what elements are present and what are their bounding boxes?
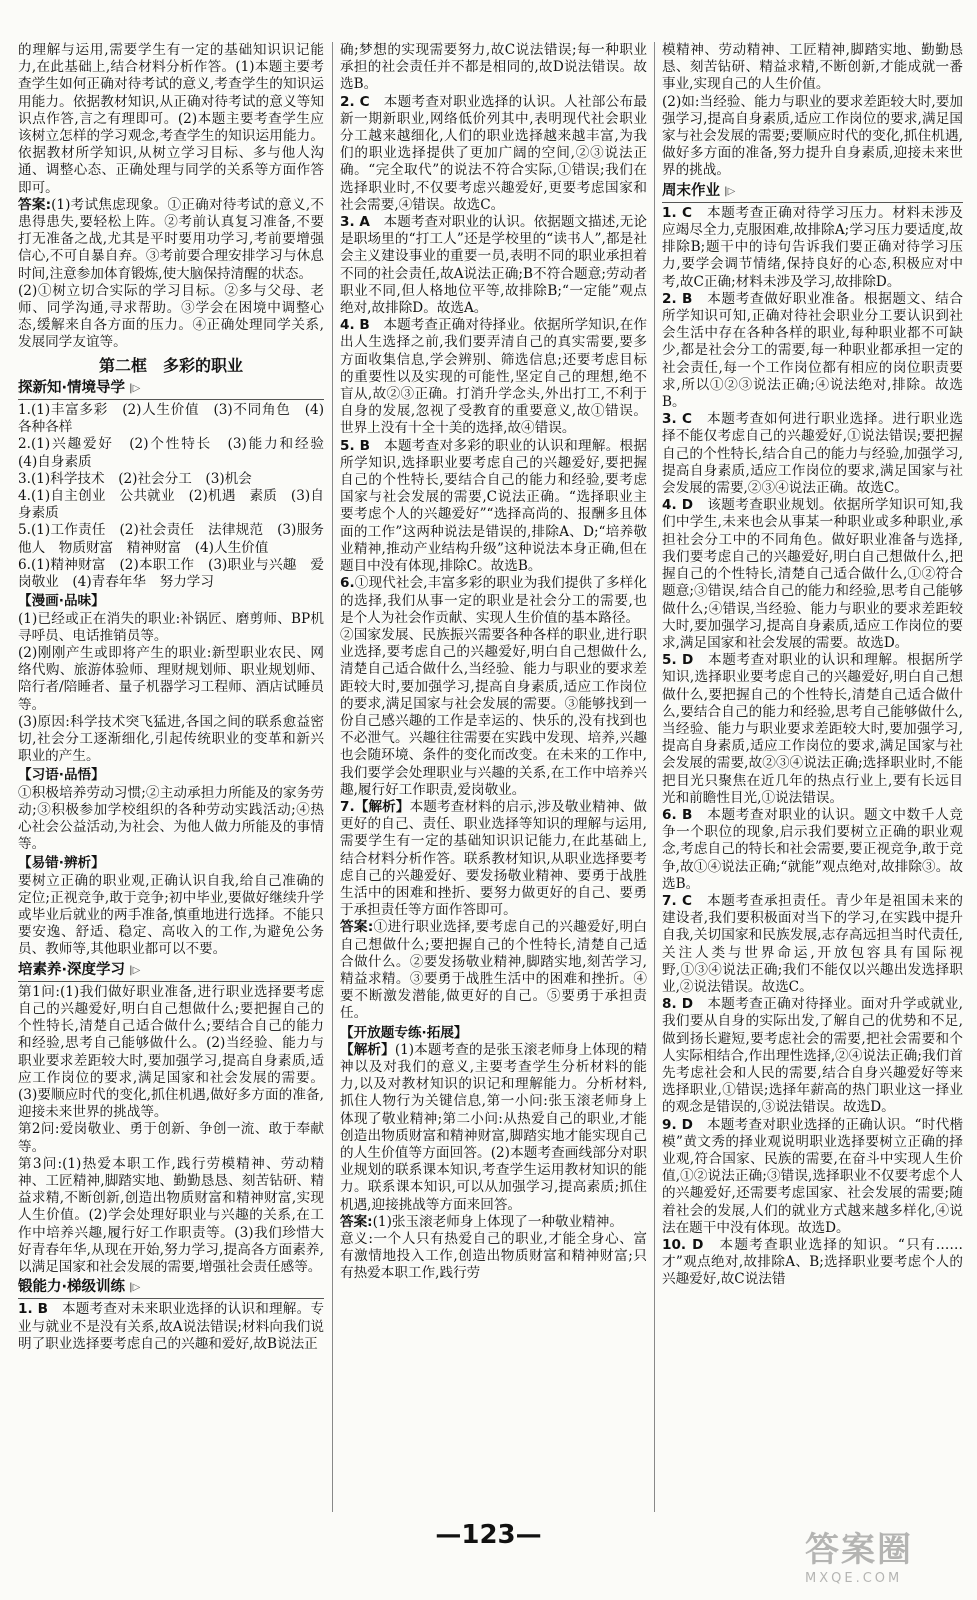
section-header [18, 962, 324, 982]
section-arrow-icon: |▷ [724, 185, 736, 197]
answer-paragraph [662, 807, 963, 893]
column-left [18, 42, 338, 1512]
question-number: 3. A [340, 214, 370, 231]
question-number: 8. D [662, 996, 694, 1013]
answer-paragraph [18, 283, 324, 352]
paragraph-text: 本题考查职业选择的知识。“只有……才”观点绝对,故排除A、B;选择职业要考虑个人的兴趣爱好,故C说法错 [662, 1237, 963, 1288]
answer-paragraph [662, 1117, 963, 1237]
section-header-text: 培素养·深度学习 [18, 961, 126, 978]
watermark-text: 答案圈 [805, 1530, 913, 1570]
answer-paragraph [662, 411, 963, 497]
column-right [662, 42, 963, 1512]
paragraph-text: (1)已经或正在消失的职业:补锅匠、磨剪师、BP机寻呼员、电话推销员等。 [18, 610, 324, 644]
paragraph-text: 本题考查做好职业准备。根据题文、结合所学知识可知,正确对待社会职业分工要认识到社会生活中存在各种各样的职业,每种职业都不可缺少,都是社会分工的需要,每一种职业都承担一定的社会责任,每一个工作岗位都有相应的岗位职责要求,所以①②③说法正确;④说法绝对,排除。故选B。 [662, 290, 964, 411]
column-divider [654, 42, 655, 1512]
section-arrow-icon: |▷ [129, 382, 141, 394]
paragraph-text: (1)张玉滚老师身上体现了一种敬业精神。 [372, 1213, 623, 1230]
answer-paragraph [340, 42, 647, 94]
answer-paragraph [662, 652, 963, 807]
question-number: 4. B [340, 317, 370, 334]
paragraph-text: 本题考查对职业选择的正确认识。“时代楷模”黄文秀的择业观说明职业选择要树立正确的择业观,符合国家、民族的需要,在奋斗中实现人生价值,①②说法正确;③错误,选择职业不仅要考虑个人的兴趣爱好,还需要考虑国家、社会发展的需要;随着社会的发展,人们的就业方式越来越多样化,④说法在题干中没有体现。故选D。 [662, 1116, 964, 1236]
section-arrow-icon: |▷ [129, 1282, 141, 1294]
section-header [18, 380, 324, 400]
paragraph-text: ①进行职业选择,要考虑自己的兴趣爱好,明白自己想做什么;要把握自己的个性特长,清楚自己适合做什么。②要发扬敬业精神,脚踏实地,刻苦学习,精益求精。③要勇于战胜生活中的困难和挫折。④要不断激发潜能,做更好的自己。⑤要勇于承担责任。 [340, 919, 647, 1022]
answer-paragraph [18, 522, 324, 556]
answer-paragraph [662, 291, 963, 411]
paragraph-text: 本题考查对职业的认识。题文中数千人竞争一个职位的现象,启示我们要树立正确的职业观念,考虑自己的特长和社会需要,要正视竞争,敢于竞争,故①④说法正确;“就能”观点绝对,故排除③。故选B。 [662, 806, 964, 892]
answer-label: 答案: [340, 919, 374, 936]
answer-paragraph [18, 557, 324, 591]
paragraph-text: 本题考查承担责任。青少年是祖国未来的建设者,我们要积极面对当下的学习,在实践中提升自我,关切国家和民族发展,志存高远担当时代责任,关注人类与世界命运,开放包容具有国际视野,①③④说法正确;我们不能仅以兴趣出发选择职业,②说法错误。故选C。 [662, 892, 964, 995]
section-header-text: 探新知·情境导学 [18, 379, 126, 396]
question-number: 2. C [340, 93, 370, 110]
question-number: 1. B [18, 1301, 48, 1318]
paragraph-text: 3.(1)科学技术 (2)社会分工 (3)机会 [18, 470, 252, 487]
paragraph-text: (1)本题考查的是张玉滚老师身上体现的精神以及对我们的意义,主要考查学生分析材料的能力,以及对教材知识的识记和理解能力。分析材料,抓住人物行为关键信息,第一小问:张玉滚老师身上体现了敬业精神;第二小问:从热爱自己的职业,才能创造出物质财富和精神财富,脚踏实地才能实现自己的人生价值等方面回答。(2)本题考查画线部分对职业规划的联系课本知识,考查学生运用教材知识的能力。联系课本知识,可以从加强学习,提高素质;抓住机遇,迎接挑战等方面来回答。 [340, 1041, 647, 1213]
paragraph-text: ②国家发展、民族振兴需要各种各样的职业,进行职业选择,要考虑自己的兴趣爱好,明白自己想做什么,清楚自己适合做什么,当经验、能力与职业的要求差距较大时,要加强学习,提高自身素质,适应工作岗位的要求,满足国家与社会发展的需要。③能够找到一份自己感兴趣的工作是幸运的、快乐的,没有找到也不必泄气。兴趣往往需要在实践中发现、培养,兴趣也会随环境、条件的变化而改变。在未来的工作中,我们要学会处理职业与兴趣的关系,在工作中培养兴趣,履行好工作职责,爱岗敬业。 [340, 626, 647, 798]
answer-paragraph [340, 627, 647, 799]
question-number: 2. B [662, 290, 693, 307]
answer-paragraph [662, 893, 963, 996]
paragraph-text: 意义:一个人只有热爱自己的职业,才能全身心、富有激情地投入工作,创造出物质财富和精神财富;只有热爱本职工作,践行劳 [340, 1231, 647, 1282]
paragraph-text: 本题考查对未来职业选择的认识和理解。专业与就业不是没有关系,故A说法错误;材料向我们说明了职业选择要考虑自己的兴趣和爱好,故B说法正 [18, 1301, 325, 1352]
question-number: 7. [340, 798, 355, 815]
section-title [18, 357, 324, 374]
subsection-label: 【开放题专练·拓展】 [340, 1024, 468, 1041]
answer-paragraph [18, 1301, 324, 1353]
paragraph-text: 要树立正确的职业观,正确认识自我,给自己准确的定位;正视竞争,敢于竞争;初中毕业,要做好继续升学或毕业后就业的两手准备,慎重地进行选择。不能只要安逸、舒适、稳定、高收入的工作,为避免公务员、教师等,其他职业都可以不要。 [18, 872, 324, 958]
paragraph-text: 模精神、劳动精神、工匠精神,脚踏实地、勤勤恳恳、刻苦钻研、精益求精,不断创新,才能成就一番事业,实现自己的人生价值。 [662, 42, 963, 93]
answer-paragraph [18, 436, 338, 470]
answer-label: 【解析】 [354, 798, 410, 815]
answer-paragraph [662, 996, 963, 1116]
answer-paragraph [18, 1156, 324, 1276]
answer-paragraph [18, 471, 324, 488]
answer-label: 【解析】 [340, 1041, 395, 1058]
paragraph-text: 2.(1)兴趣爱好 (2)个性特长 (3)能力和经验 (4)自身素质 [18, 436, 338, 470]
answer-paragraph [18, 984, 324, 1122]
paragraph-text: 5.(1)工作责任 (2)社会责任 法律规范 (3)服务他人 物质财富 精神财富 (4)人生价值 [18, 522, 324, 556]
paragraph-text: 4.(1)自主创业 公共就业 (2)机遇 素质 (3)自身素质 [18, 488, 324, 522]
answer-paragraph [662, 1237, 963, 1289]
paragraph-text: ①现代社会,丰富多彩的职业为我们提供了多样化的选择,我们从事一定的职业是社会分工的需要,也是个人为社会作贡献、实现人生价值的基本路径。 [340, 575, 647, 626]
answer-paragraph [662, 205, 963, 291]
question-number: 5. D [662, 652, 694, 669]
answer-page [18, 42, 963, 1512]
answer-paragraph [340, 1214, 647, 1231]
question-number: 7. C [662, 892, 693, 909]
paragraph-text: (2)刚刚产生或即将产生的职业:新型职业农民、网络代购、旅游体验师、理财规划师、职业规划师、陪行者/陪睡者、量子机器学习工程师、酒店试睡员等。 [18, 644, 324, 713]
question-number: 5. B [340, 437, 370, 454]
answer-paragraph [18, 1121, 324, 1155]
question-number: 6. [340, 575, 355, 592]
paragraph-text: (3)原因:科学技术突飞猛进,各国之间的联系愈益密切,社会分工逐渐细化,引起传统职业的变革和新兴职业的产生。 [18, 713, 324, 765]
paragraph-text: 6.(1)精神财富 (2)本职工作 (3)职业与兴趣 爱岗敬业 (4)青春年华 努力学习 [18, 556, 324, 591]
section-header [18, 1279, 324, 1299]
paragraph-text: 本题考查正确对待择业。面对升学或就业,我们要从自身的实际出发,了解自己的优势和不足,做到扬长避短,要考虑社会的需要,把社会需要和个人实际相结合,作出理性选择,②④说法正确;我们首先考虑社会和人民的需要,结合自身兴趣爱好等来选择职业,①错误;选择年薪高的热门职业这一择业的观念是错误的,③说法错误。故选D。 [662, 996, 963, 1116]
watermark-url: MXQE.COM [805, 1571, 903, 1586]
paragraph-text: (1)考试焦虑现象。①正确对待考试的意义,不患得患失,要轻松上阵。②考前认真复习准备,不要打无准备之战,尤其是平时要用功学习,考前要增强信心,不可自暴自弃。③考前要合理安排学习与休息时间,注意参加体育锻炼,使大脑保持清醒的状态。 [18, 196, 325, 282]
answer-label: 答案: [18, 196, 52, 213]
answer-paragraph [340, 438, 647, 576]
answer-paragraph [340, 1231, 647, 1283]
section-header-text: 周末作业 [662, 182, 720, 199]
answer-paragraph [18, 42, 324, 197]
paragraph-text: ①积极培养劳动习惯;②主动承担力所能及的家务劳动;③积极参加学校组织的各种劳动实践活动;④热心社会公益活动,为社会、为他人做力所能及的事情等。 [18, 784, 324, 853]
answer-paragraph [18, 488, 324, 522]
paragraph-text: 确;梦想的实现需要努力,故C说法错误;每一种职业承担的社会责任并不都是相同的,故D说法错误。故选B。 [340, 42, 647, 93]
question-number: 4. D [662, 497, 694, 514]
paragraph-text: 本题考查对职业的认识和理解。根据所学知识,选择职业要考虑自己的兴趣爱好,明白自己想做什么,要把握自己的个性特长,清楚自己适合做什么,要结合自己的能力和经验,思考自己能够做什么,当经验、能力与职业要求差距较大时,要加强学习,提高自身素质,适应工作岗位的要求,满足国家与社会发展的需要,故②③④说法正确;选择职业时,不能把目光只聚焦在近几年的热点行业上,要有长远目光和前瞻性目光,①说法错误。 [662, 652, 964, 806]
paragraph-text: 第2问:爱岗敬业、勇于创新、争创一流、敢于奉献等。 [18, 1121, 324, 1155]
answer-paragraph [662, 497, 963, 652]
paragraph-text: 本题考查如何进行职业选择。进行职业选择不能仅考虑自己的兴趣爱好,①说法错误;要把握自己的个性特长,结合自己的能力与经验,加强学习,提高自身素质,适应工作岗位的要求,满足国家与社会发展的需要,②③④说法正确。故选C。 [662, 411, 964, 497]
answer-paragraph [340, 214, 647, 317]
answer-paragraph [340, 919, 647, 1022]
answer-paragraph [18, 785, 324, 854]
question-number: 1. C [662, 204, 693, 221]
paragraph-text: 第3问:(1)热爱本职工作,践行劳模精神、劳动精神、工匠精神,脚踏实地、勤勤恳恳、刻苦钻研、精益求精,不断创新,创造出物质财富和精神财富,实现人生价值。(2)学会处理好职业与兴趣的关系,在工作中培养兴趣,履行好工作职责等。(3)我们珍惜大好青春年华,从现在开始,努力学习,提高各方面素养,以满足国家和社会发展的需要,增强社会责任感等。 [18, 1155, 324, 1276]
section-header [662, 183, 963, 203]
paragraph-text: 本题考查对职业选择的认识。人社部公布最新一期新职业,网络低价列其中,表明现代社会职业分工越来越细化,人们的职业选择越来越丰富,为我们的职业选择提供了更加广阔的空间,②③说法正确。“完全取代”的说法不符合实际,①错误;我们在选择职业时,不仅要考虑兴趣爱好,更要考虑国家和社会需要,④错误。故选C。 [340, 93, 647, 213]
paragraph-text: 该题考查职业规划。依据所学知识可知,我们中学生,未来也会从事某一种职业或多种职业,承担社会分工中的不同角色。做好职业准备与选择,我们要考虑自己的兴趣爱好,明白自己想做什么,把握自己的个性特长,清楚自己适合做什么,①②符合题意;③错误,结合自己的能力和经验,思考自己能够做什么;④错误,当经验、能力与职业的要求差距较大时,要加强学习,提高自身素质,适应工作岗位的要求,满足国家和社会发展的需要。故选D。 [662, 497, 963, 651]
question-number: 6. B [662, 806, 693, 823]
paragraph-text: (2)①树立切合实际的学习目标。②多与父母、老师、同学沟通,寻求帮助。③学会在困境中调整心态,缓解来自各方面的压力。④正确处理同学关系,发展同学友谊等。 [18, 282, 324, 351]
section-header-text: 锻能力·梯级训练 [18, 1279, 126, 1296]
answer-paragraph [662, 42, 963, 94]
paragraph-text: 第1问:(1)我们做好职业准备,进行职业选择要考虑自己的兴趣爱好,明白自己想做什么;要把握自己的个性特长,清楚自己适合做什么;要结合自己的能力和经验,思考自己能够做什么。(2)当经验、能力与职业要求差距较大时,要加强学习,提高自身素质,适应工作岗位的要求,满足国家和社会发展的需要。(3)要顺应时代的变化,抓住机遇,做好多方面的准备,迎接未来世界的挑战等。 [18, 983, 324, 1121]
paragraph-text: (2)如:当经验、能力与职业的要求差距较大时,要加强学习,提高自身素质,适应工作岗位的要求,满足国家与社会发展的需要;要顺应时代的变化,抓住机遇,做好多方面的准备,努力提升自身素质,迎接未来世界的挑战。 [662, 93, 963, 179]
answer-paragraph [18, 873, 324, 959]
paragraph-text: 本题考查正确对待择业。依据所学知识,在作出人生选择之前,我们要弄清自己的真实需要,要多方面收集信息,学会辨别、筛选信息;还要考虑目标的重要性以及实现的可能性,坚定自己的理想,绝不盲从,故②③正确。打消升学念头,外出打工,不利于自身的发展,忽视了受教育的重要意义,故①错误。世界上没有十全十美的选择,故④错误。 [340, 317, 647, 437]
answer-paragraph [340, 94, 647, 214]
column-middle [340, 42, 647, 1512]
answer-paragraph [18, 611, 324, 645]
answer-paragraph [340, 317, 647, 437]
answer-paragraph [340, 1042, 647, 1214]
paragraph-text: 的理解与运用,需要学生有一定的基础知识识记能力,在此基础上,结合材料分析作答。(1)本题主要考查学生如何正确对待考试的意义,考查学生的知识运用能力。依据教材知识,从正确对待考试的意义等知识点作答,言之有理即可。(2)本题主要考查学生应该树立怎样的学习观念,考查学生的知识运用能力。依据教材所学知识,从树立学习目标、多与他人沟通、调整心态、正确处理与同学的关系等方面作答即可。 [18, 42, 324, 196]
subsection-label: 【漫画·品味】 [18, 593, 105, 610]
subsection-label: 【习语·品悟】 [18, 767, 105, 784]
section-title-text: 第二框 多彩的职业 [98, 355, 243, 375]
page-number: —123— [435, 1520, 542, 1550]
column-divider [332, 42, 333, 1512]
answer-paragraph [662, 94, 963, 180]
paragraph-text: 本题考查正确对待学习压力。材料未涉及应竭尽全力,克服困难,故排除A;学习压力要适度,故排除B;题干中的诗句告诉我们要正确对待学习压力,要学会调节情绪,保持良好的心态,积极应对中考,故C正确;材料未涉及学习,故排除D。 [662, 204, 964, 290]
subsection-label: 【易错·辨析】 [18, 855, 105, 872]
paragraph-text: 本题考查材料的启示,涉及敬业精神、做更好的自己、责任、职业选择等知识的理解与运用,需要学生有一定的基础知识识记能力,在此基础上,结合材料分析作答。联系教材知识,从职业选择要考虑自己的兴趣爱好、要发扬敬业精神、要勇于战胜生活中的困难和挫折、要努力做更好的自己、要勇于承担责任等方面作答即可。 [340, 798, 647, 919]
answer-paragraph [18, 645, 324, 714]
question-number: 10. D [662, 1237, 704, 1254]
answer-paragraph [340, 799, 647, 919]
question-number: 3. C [662, 411, 693, 428]
paragraph-text: 本题考查对多彩的职业的认识和理解。根据所学知识,选择职业要考虑自己的兴趣爱好,要把握自己的个性特长,要结合自己的能力和经验,要考虑国家与社会发展的需要,C说法正确。“选择职业主要考虑个人的兴趣爱好”“选择高尚的、报酬多且体面的工作”这两种说法是错误的,排除A、D;“培养敬业精神,推动产业结构升级”这种说法本身正确,但在题目中没有体现,排除C。故选B。 [340, 437, 648, 575]
section-arrow-icon: |▷ [129, 964, 141, 976]
answer-paragraph [340, 575, 647, 627]
paragraph-text: 本题考查对职业的认识。依据题文描述,无论是职场里的“打工人”还是学校里的“读书人”,都是社会主义建设事业的重要一员,表明不同的职业承担着不同的社会责任,故A说法正确;B不符合题意;劳动者职业不同,但人格地位平等,故排除B;“一定能”观点绝对,故排除D。故选A。 [340, 214, 647, 317]
question-number: 9. D [662, 1116, 693, 1133]
answer-label: 答案: [340, 1213, 373, 1230]
answer-paragraph [18, 402, 324, 436]
answer-paragraph [18, 714, 324, 766]
watermark-logo [805, 1522, 955, 1588]
answer-paragraph [18, 197, 324, 283]
paragraph-text: 1.(1)丰富多彩 (2)人生价值 (3)不同角色 (4)各种各样 [18, 402, 324, 436]
